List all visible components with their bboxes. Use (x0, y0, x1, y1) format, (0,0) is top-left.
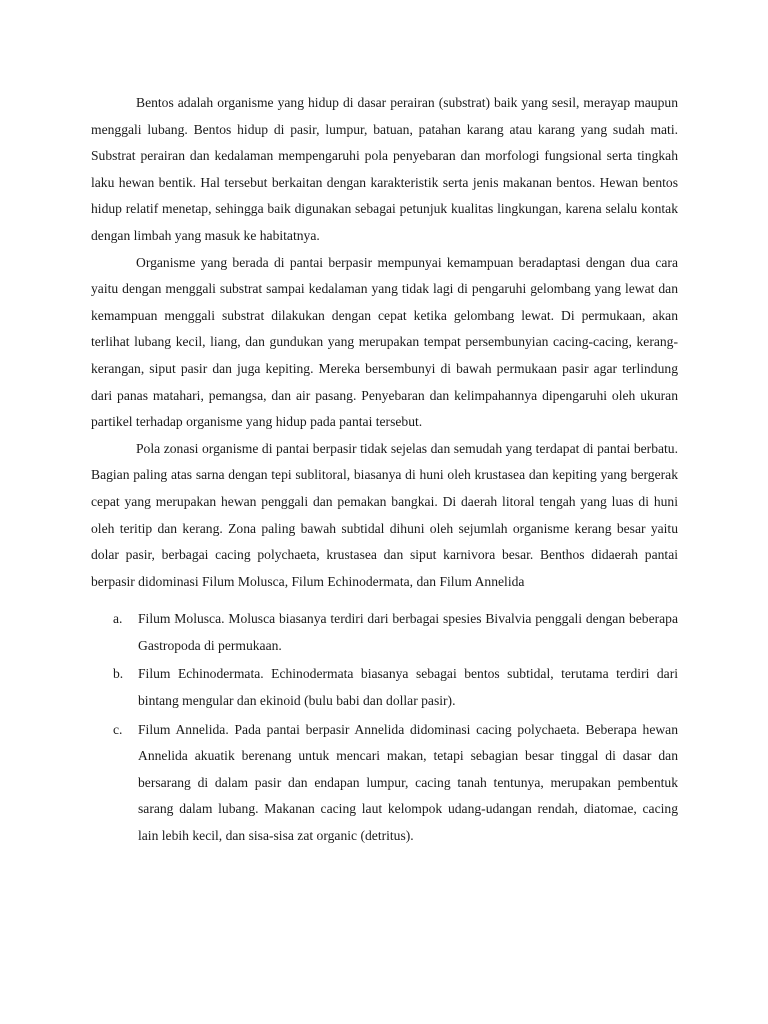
paragraph-bentos-definition: Bentos adalah organisme yang hidup di dasar perairan (substrat) baik yang sesil, merayap maupun menggali lubang. Bentos hidup di pasir, lumpur, batuan, patahan karang atau karang yang sudah mati. Substrat perairan dan kedalaman mempengaruhi pola penyebaran dan morfologi fungsional serta tingkah laku hewan bentik. Hal tersebut berkaitan dengan karakteristik serta jenis makanan bentos. Hewan bentos hidup relatif menetap, sehingga baik digunakan sebagai petunjuk kualitas lingkungan, karena selalu kontak dengan limbah yang masuk ke habitatnya. (91, 95, 678, 243)
document-page (91, 90, 678, 852)
list-item-text: Filum Molusca. Molusca biasanya terdiri dari berbagai spesies Bivalvia penggali dengan beberapa Gastropoda di permukaan. (138, 611, 678, 653)
list-item-echinodermata (91, 661, 678, 714)
paragraph-sandy-beach-adaptation: Organisme yang berada di pantai berpasir mempunyai kemampuan beradaptasi dengan dua cara yaitu dengan menggali substrat sampai kedalaman yang tidak lagi di pengaruhi gelombang yang lewat dan kemampuan menggali substrat dilakukan dengan cepat ketika gelombang lewat. Di permukaan, akan terlihat lubang kecil, liang, dan gundukan yang merupakan tempat persembunyian cacing-cacing, kerang-kerangan, siput pasir dan juga kepiting. Mereka bersembunyi di bawah permukaan pasir agar terlindung dari panas matahari, pemangsa, dan air pasang. Penyebaran dan kelimpahannya dipengaruhi oleh ukuran partikel terhadap organisme yang hidup pada pantai tersebut. (91, 254, 678, 430)
paragraph-zonation: Pola zonasi organisme di pantai berpasir tidak sejelas dan semudah yang terdapat di pantai berbatu. Bagian paling atas sarna dengan tepi sublitoral, biasanya di huni oleh krustasea dan kepiting yang bergerak cepat yang merupakan hewan penggali dan pemakan bangkai. Di daerah litoral tengah yang luas di huni oleh teritip dan kerang. Zona paling bawah subtidal dihuni oleh sejumlah organisme kerang besar yaitu dolar pasir, berbagai cacing polychaeta, krustasea dan siput karnivora besar. Benthos didaerah pantai berpasir didominasi Filum Molusca, Filum Echinodermata, dan Filum Annelida (91, 440, 678, 589)
list-marker: b. (113, 666, 124, 682)
list-item-text: Filum Annelida. Pada pantai berpasir Annelida didominasi cacing polychaeta. Beberapa hewan Annelida akuatik berenang untuk mencari makan, tetapi sebagian besar tinggal di dasar dan bersarang di dalam pasir dan endapan lumpur, cacing tanah tentunya, merupakan pembentuk sarang dalam lubang. Makanan cacing laut kelompok udang-udangan rendah, diatomae, cacing lain lebih kecil, dan sisa-sisa zat organic (detritus). (138, 721, 678, 844)
list-marker: a. (113, 611, 123, 627)
list-item-annelida (91, 717, 678, 850)
list-marker: c. (113, 721, 123, 737)
list-item-text: Filum Echinodermata. Echinodermata biasanya sebagai bentos subtidal, terutama terdiri dari bintang mengular dan ekinoid (bulu babi dan dollar pasir). (138, 666, 678, 709)
list-item-molusca (91, 606, 678, 659)
phylum-list (91, 606, 678, 849)
